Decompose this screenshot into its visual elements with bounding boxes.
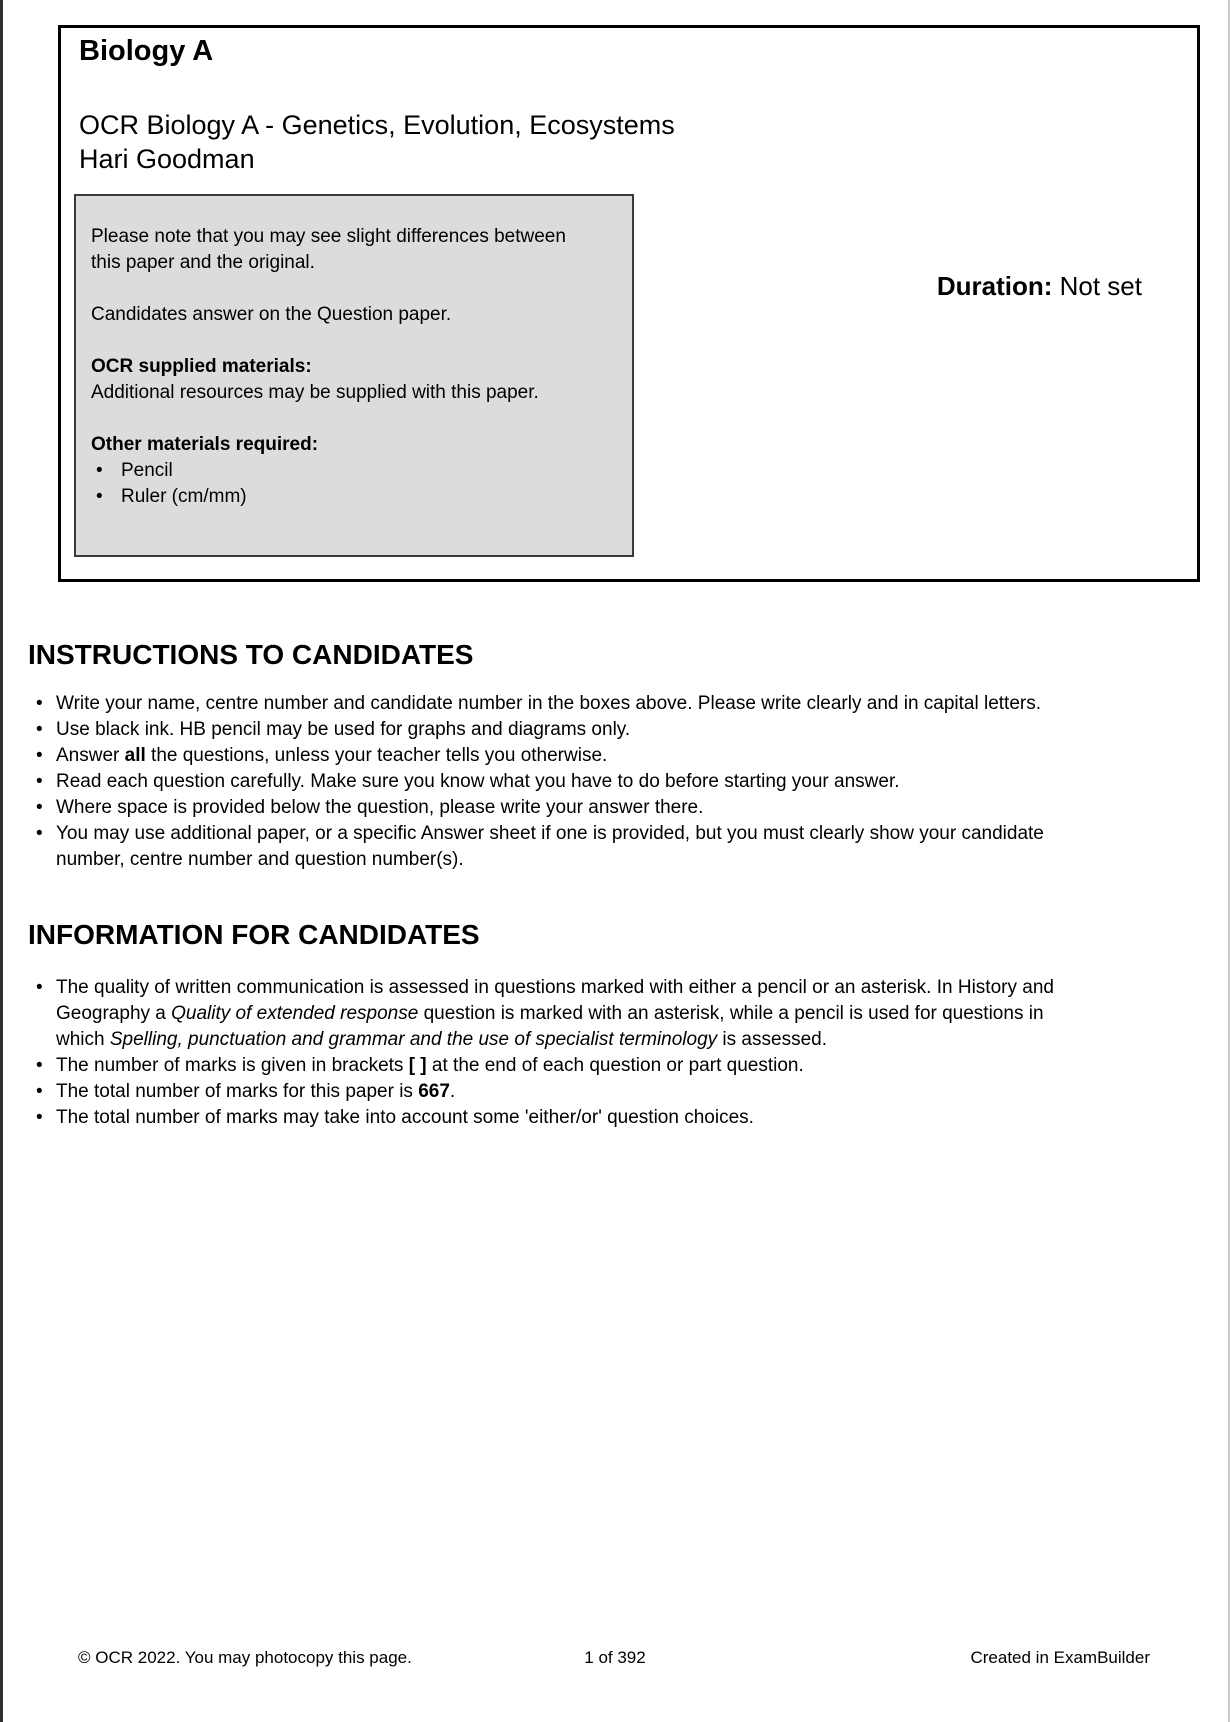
text-segment: The quality of written communication is assessed in questions marked with either a pencil or an asterisk. In History and <box>56 977 1054 998</box>
text-segment: 667 <box>418 1081 450 1102</box>
supplied-materials-heading: OCR supplied materials: <box>91 356 312 377</box>
information-list <box>28 975 1193 1131</box>
list-item <box>28 691 1193 717</box>
text-segment: Ruler (cm/mm) <box>121 486 247 507</box>
text-segment: Write your name, centre number and candidate number in the boxes above. Please write clearly and in capital letters. <box>56 693 1042 714</box>
text-segment: all <box>124 745 146 766</box>
list-item <box>28 795 1193 821</box>
candidate-name: Hari Goodman <box>79 144 255 174</box>
text-segment: which <box>56 1029 110 1050</box>
text-segment: Please note that you may see slight differences between <box>91 226 566 247</box>
notice-difference-text <box>91 224 614 276</box>
list-item <box>28 1079 1193 1105</box>
text-segment: at the end of each question or part question. <box>426 1055 804 1076</box>
text-segment: [ ] <box>408 1055 427 1076</box>
text-segment: Geography a <box>56 1003 172 1024</box>
list-item <box>28 975 1193 1053</box>
text-segment: Where space is provided below the question, please write your answer there. <box>56 797 704 818</box>
text-segment: The total number of marks may take into account some 'either/or' question choices. <box>56 1107 754 1128</box>
duration-label: Duration: <box>936 271 1053 301</box>
list-item <box>91 458 614 484</box>
text-segment: Read each question carefully. Make sure you know what you have to do before starting your answer. <box>56 771 900 792</box>
list-item <box>28 743 1193 769</box>
paper-subtitle-block <box>79 108 675 176</box>
text-segment: Quality of extended response <box>171 1003 419 1024</box>
page-left-edge-line <box>0 0 3 1722</box>
list-item <box>28 821 1193 873</box>
text-segment: Spelling, punctuation and grammar and the use of specialist terminology <box>109 1029 718 1050</box>
supplied-materials-text: Additional resources may be supplied with this paper. <box>91 382 539 403</box>
footer-page-number: 1 of 392 <box>584 1648 646 1667</box>
list-item <box>28 1105 1193 1131</box>
instructions-list <box>28 691 1193 873</box>
list-item <box>28 769 1193 795</box>
text-segment: The number of marks is given in brackets <box>56 1055 409 1076</box>
text-segment: the questions, unless your teacher tells you otherwise. <box>145 745 608 766</box>
text-segment: You may use additional paper, or a specific Answer sheet if one is provided, but you must clearly show your candidate <box>56 823 1044 844</box>
notice-answer-text: Candidates answer on the Question paper. <box>91 304 452 325</box>
information-heading: INFORMATION FOR CANDIDATES <box>28 919 480 950</box>
paper-subtitle: OCR Biology A - Genetics, Evolution, Ecosystems <box>79 110 675 140</box>
duration-value: Not set <box>1059 271 1142 301</box>
text-segment: Answer <box>56 745 125 766</box>
text-segment: Pencil <box>121 460 173 481</box>
text-segment: Use black ink. HB pencil may be used for graphs and diagrams only. <box>56 719 631 740</box>
list-item <box>91 484 614 510</box>
supplied-materials-block <box>91 354 614 406</box>
list-item <box>28 1053 1193 1079</box>
footer-created-in: Created in ExamBuilder <box>970 1648 1150 1667</box>
instructions-heading: INSTRUCTIONS TO CANDIDATES <box>28 639 474 670</box>
text-segment: question is marked with an asterisk, while a pencil is used for questions in <box>418 1003 1044 1024</box>
other-materials-heading: Other materials required: <box>91 434 319 455</box>
text-segment: number, centre number and question number(s). <box>56 849 464 870</box>
text-segment: . <box>449 1081 456 1102</box>
text-segment: is assessed. <box>717 1029 827 1050</box>
header-box <box>58 25 1200 582</box>
other-materials-list <box>91 458 614 510</box>
text-segment: this paper and the original. <box>91 252 315 273</box>
notice-box <box>74 194 634 557</box>
list-item <box>28 717 1193 743</box>
duration <box>937 270 1142 302</box>
other-materials-block <box>91 432 614 510</box>
footer-copyright: © OCR 2022. You may photocopy this page. <box>78 1648 412 1667</box>
text-segment: The total number of marks for this paper is <box>56 1081 419 1102</box>
paper-title: Biology A <box>79 35 214 67</box>
